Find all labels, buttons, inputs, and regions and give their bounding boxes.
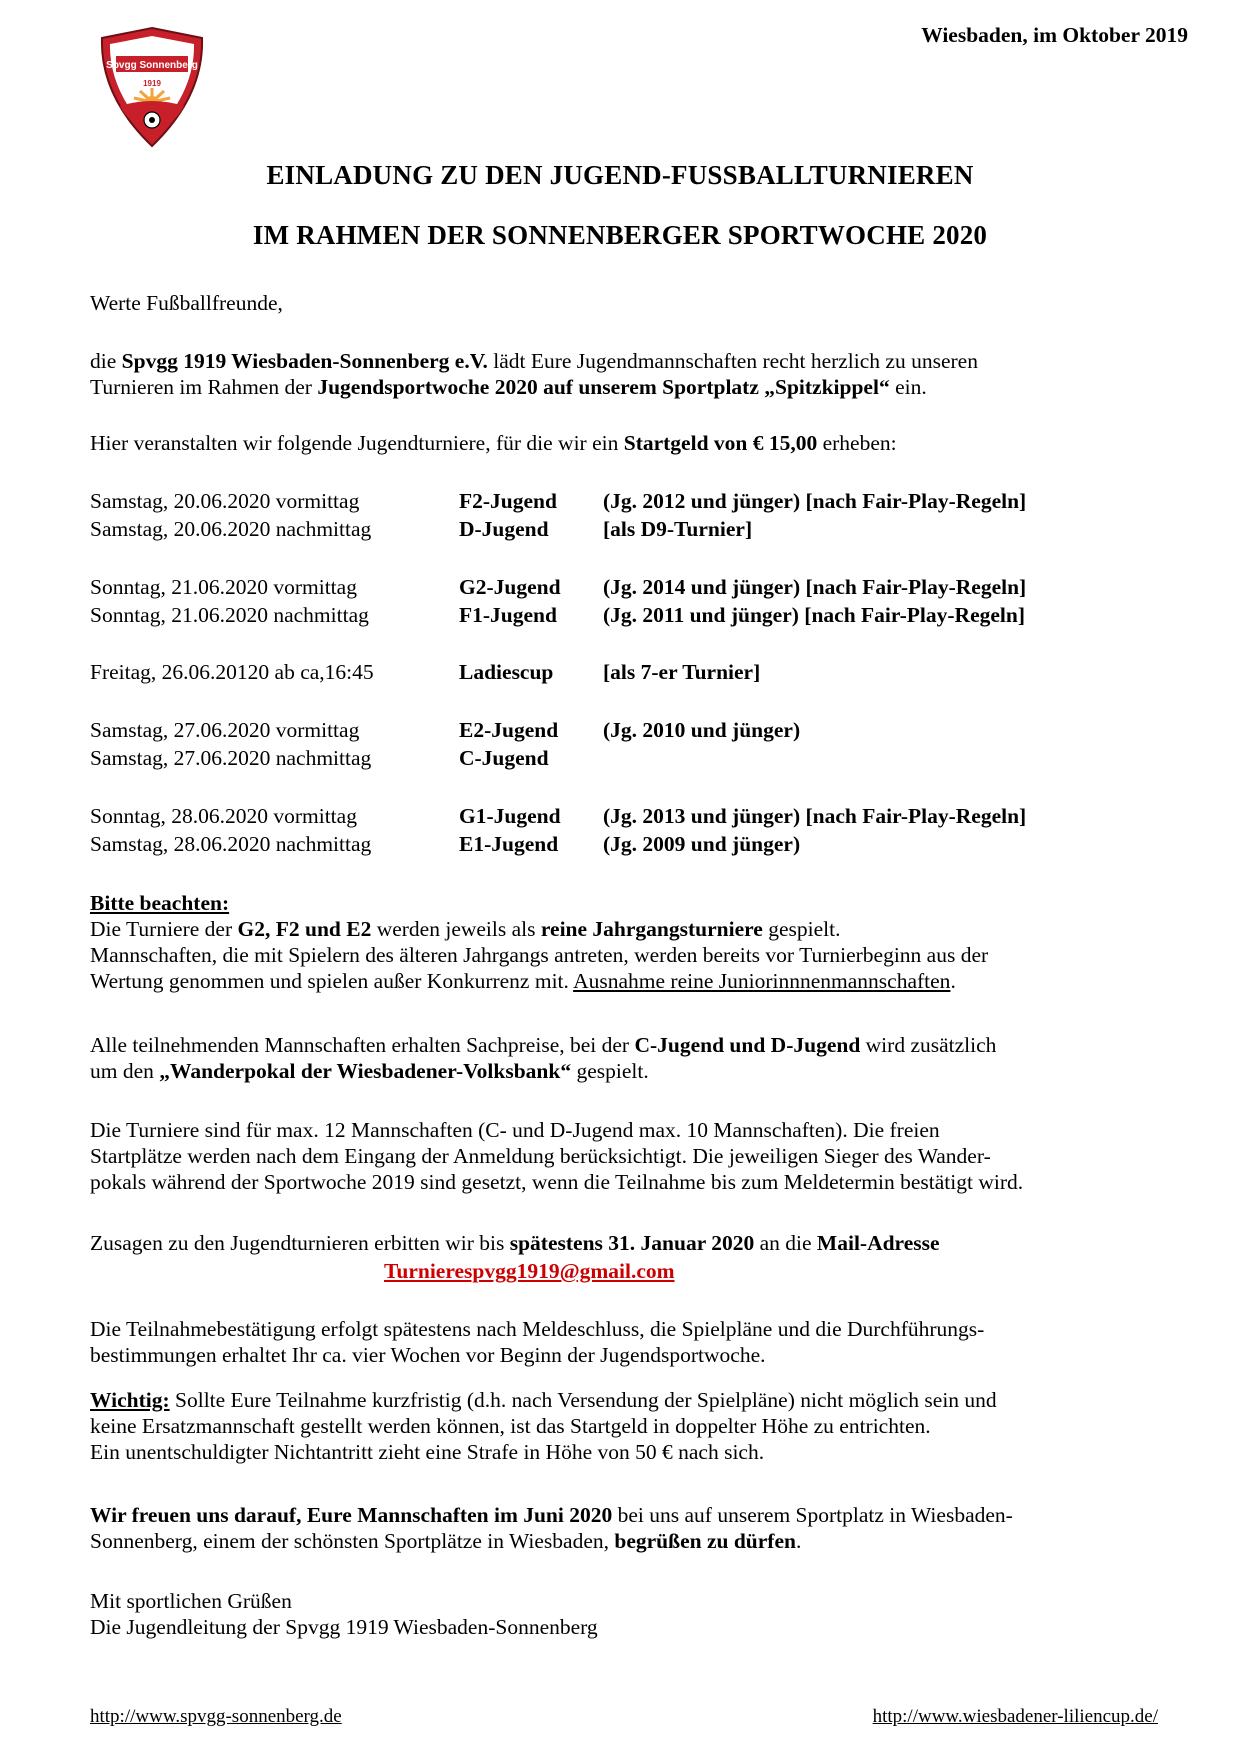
logo-year-text: 1919 [143, 79, 161, 88]
footer-link-liliencup[interactable]: http://www.wiesbadener-liliencup.de/ [872, 1706, 1158, 1727]
title-line-2: IM RAHMEN DER SONNENBERGER SPORTWOCHE 2020 [252, 220, 988, 250]
entry-fee: Startgeld von € 15,00 [623, 431, 818, 455]
schedule-row: Samstag, 28.06.2020 nachmittag E1-Jugend (Jg. 2009 und jünger) [90, 832, 801, 856]
important-paragraph: Wichtig: Sollte Eure Teilnahme kurzfristig (d.h. nach Versendung der Spielpläne) nicht möglich sein und keine Ersatzmannschaft gestellt werden können, ist das Startgeld in doppelter Höhe zu entrichten. Ein unentschuldigter Nichtantritt zieht eine Strafe in Höhe von 50 € nach sich. [90, 1388, 997, 1464]
club-logo [96, 26, 208, 150]
tournament-schedule [90, 488, 1190, 858]
intro-paragraph: die Spvgg 1919 Wiesbaden-Sonnenberg e.V. lädt Eure Jugendmannschaften recht herzlich zu unseren Turnieren im Rahmen der Jugendsportwoche 2020 auf unserem Sportplatz „Spitzkippel“ ein. [90, 349, 978, 399]
email-link[interactable]: Turnierespvgg1919@gmail.com [384, 1259, 675, 1283]
schedule-row: Samstag, 20.06.2020 nachmittag D-Jugend [als D9-Turnier] [90, 517, 753, 541]
title-line-1: EINLADUNG ZU DEN JUGEND-FUSSBALLTURNIEREN [266, 160, 974, 190]
prizes-paragraph: Alle teilnehmenden Mannschaften erhalten Sachpreise, bei der C-Jugend und D-Jugend wird zusätzlich um den „Wanderpokal der Wiesbadener-Volksbank“ gespielt. [90, 1033, 997, 1083]
footer-link-club[interactable]: http://www.spvgg-sonnenberg.de [90, 1706, 342, 1727]
capacity-paragraph: Die Turniere sind für max. 12 Mannschaften (C- und D-Jugend max. 10 Mannschaften). Die freien Startplätze werden nach dem Eingang der Anmeldung berücksichtigt. Die jeweiligen Sieger des Wander- pokals während der Sportwoche 2019 sind gesetzt, wenn die Teilnahme bis zum Meldetermin bestätigt wird. [90, 1118, 1024, 1194]
club-name: Spvgg 1919 Wiesbaden-Sonnenberg e.V. [121, 349, 488, 373]
closing-paragraph: Wir freuen uns darauf, Eure Mannschaften im Juni 2020 bei uns auf unserem Sportplatz in Wiesbaden- Sonnenberg, einem der schönsten Sportplätze in Wiesbaden, begrüßen zu dürfen. [90, 1503, 1013, 1553]
schedule-row: Samstag, 27.06.2020 nachmittag C-Jugend [90, 746, 549, 770]
schedule-row: Samstag, 20.06.2020 vormittag F2-Jugend (Jg. 2012 und jünger) [nach Fair-Play-Regeln] [90, 489, 1027, 513]
important-label: Wichtig: [90, 1388, 170, 1412]
greeting: Werte Fußballfreunde, [90, 291, 283, 315]
logo-name-text: Spvgg Sonnenberg [106, 60, 198, 71]
notice-section: Bitte beachten: Die Turniere der G2, F2 und E2 werden jeweils als reine Jahrgangsturniere gespielt. Mannschaften, die mit Spielern des älteren Jahrgangs antreten, werden bereits vor Turnierbeginn aus der Wertung genommen und spielen außer Konkurrenz mit. Ausnahme reine Juniorinnnenmannschaften. [90, 890, 1180, 994]
fee-paragraph: Hier veranstalten wir folgende Jugendturniere, für die wir ein Startgeld von € 15,00 erheben: [90, 431, 897, 455]
notice-heading: Bitte beachten: [90, 891, 230, 915]
schedule-row: Sonntag, 21.06.2020 nachmittag F1-Jugend (Jg. 2011 und jünger) [nach Fair-Play-Regeln] [90, 603, 1026, 627]
signup-paragraph: Zusagen zu den Jugendturnieren erbitten wir bis spätestens 31. Januar 2020 an die Mail-Adresse [90, 1231, 940, 1255]
schedule-row: Samstag, 27.06.2020 vormittag E2-Jugend (Jg. 2010 und jünger) [90, 718, 801, 742]
schedule-row: Sonntag, 28.06.2020 vormittag G1-Jugend (Jg. 2013 und jünger) [nach Fair-Play-Regeln] [90, 804, 1027, 828]
schedule-row: Sonntag, 21.06.2020 vormittag G2-Jugend (Jg. 2014 und jünger) [nach Fair-Play-Regeln] [90, 575, 1027, 599]
dateline: Wiesbaden, im Oktober 2019 [921, 23, 1188, 47]
confirmation-paragraph: Die Teilnahmebestätigung erfolgt spätestens nach Meldeschluss, die Spielpläne und die Durchführungs- bestimmungen erhaltet Ihr ca. vier Wochen vor Beginn der Jugendsportwoche. [90, 1317, 985, 1367]
schedule-row: Freitag, 26.06.20120 ab ca,16:45 Ladiescup [als 7-er Turnier] [90, 660, 761, 684]
signature-block: Mit sportlichen Grüßen Die Jugendleitung der Spvgg 1919 Wiesbaden-Sonnenberg [90, 1589, 598, 1639]
